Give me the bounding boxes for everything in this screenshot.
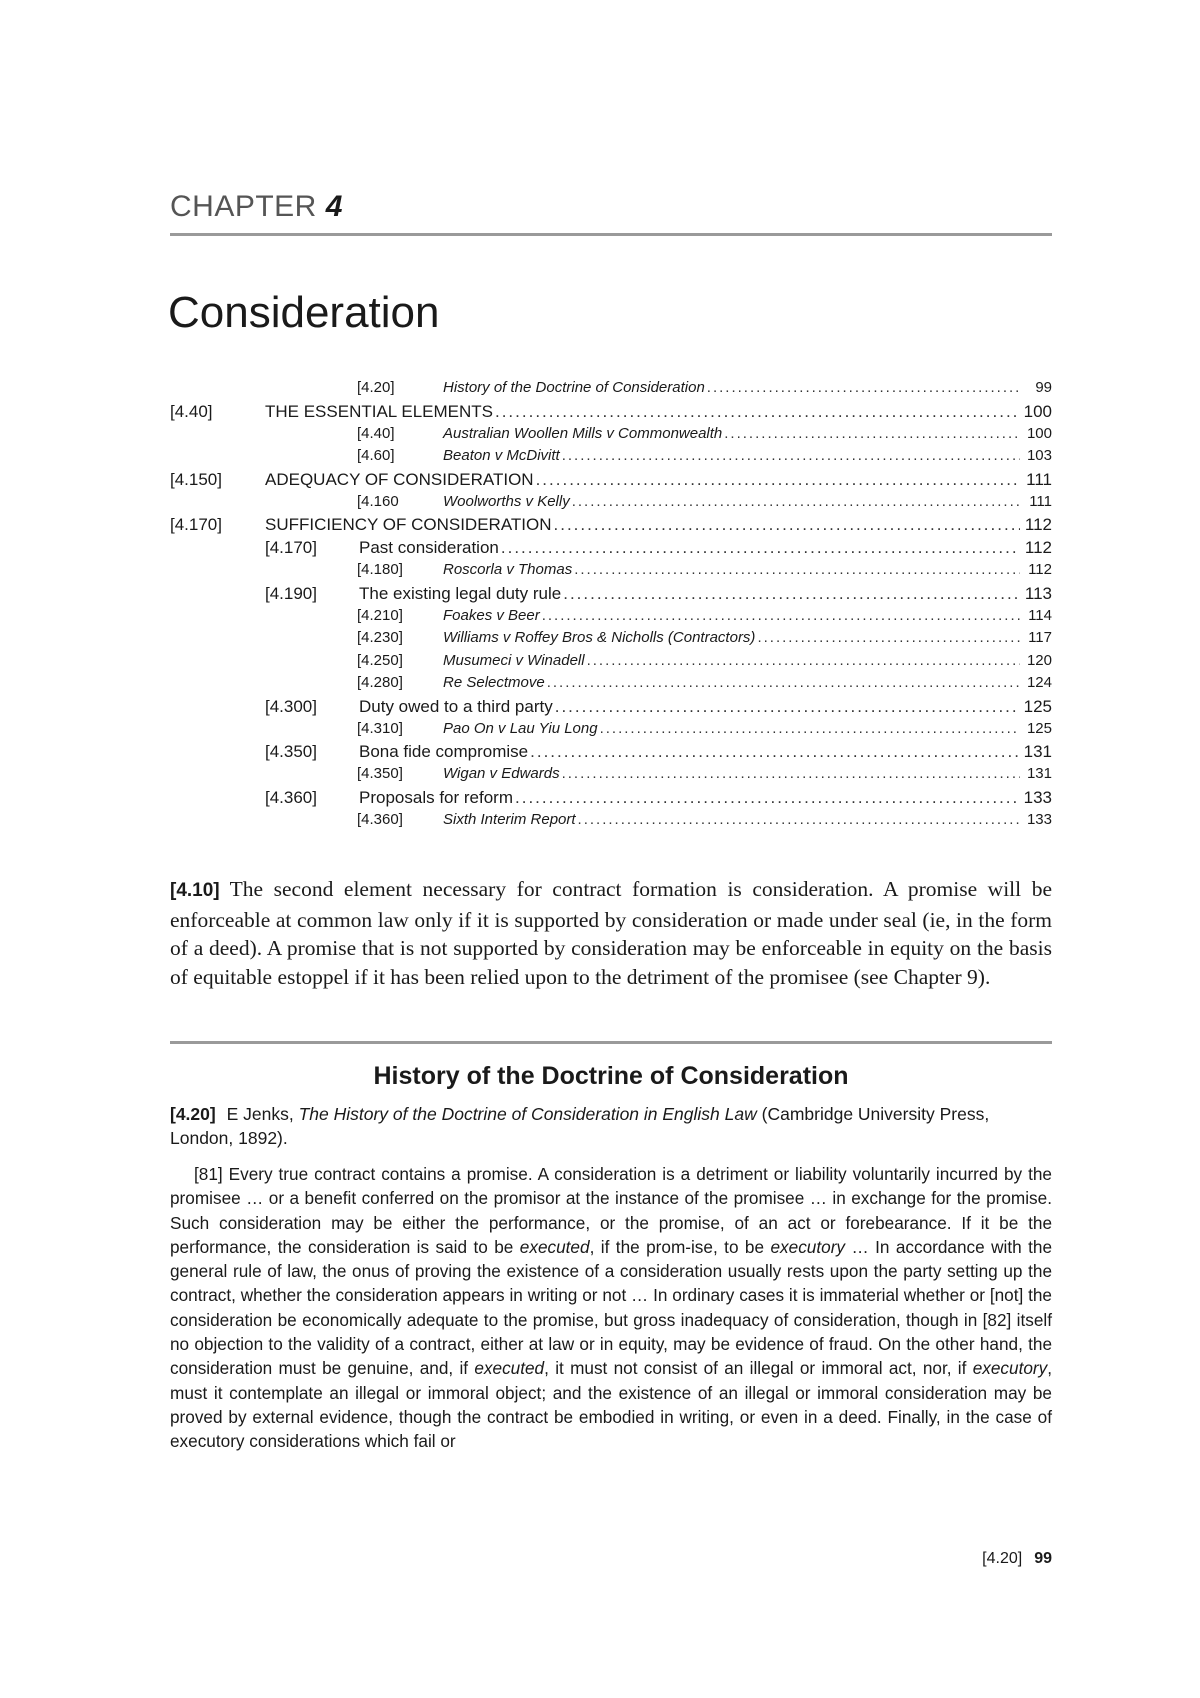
toc-title: Proposals for reform	[359, 787, 513, 807]
toc-page-number: 125	[1023, 696, 1052, 716]
toc-page-number: 131	[1026, 765, 1052, 782]
toc-leader-dots	[495, 400, 1020, 423]
toc-title: Roscorla v Thomas	[443, 559, 574, 582]
toc-title: Australian Woollen Mills v Commonwealth	[443, 423, 724, 446]
citation-book: The History of the Doctrine of Consideration in English Law	[298, 1104, 757, 1124]
toc-case-entry	[170, 377, 1052, 400]
extract-text: … In accordance with the general rule of law, the onus of proving the existence of a consideration usually rests upon the party setting up the contract, whether the consideration appears in writing or not … In ordinary cases it is immaterial whether or [not] the consideration be economically adequate to the promise, but gross inadequacy of consideration, though in [82] itself no objection to the validity of a contract, either at law or in equity, may be evidence of fraud. On the other hand, the consideration must be genuine, and, if	[170, 1236, 1053, 1379]
toc-page-number: 100	[1026, 424, 1052, 442]
toc-title: Past consideration	[359, 538, 499, 557]
citation-author: E Jenks,	[226, 1104, 294, 1124]
toc-case-entry	[170, 650, 1052, 673]
toc-title: Williams v Roffey Bros & Nicholls (Contractors)	[443, 627, 757, 650]
toc-ref: [4.360]	[357, 810, 403, 828]
extract-emphasis: executory	[972, 1358, 1048, 1379]
toc-subsection-entry	[170, 695, 1052, 718]
toc-case-entry	[170, 423, 1052, 446]
toc-ref: [4.170]	[265, 538, 317, 557]
toc-ref: [4.60]	[357, 447, 395, 464]
toc-leader-dots	[578, 809, 1020, 832]
extract-paragraph	[170, 1162, 1052, 1454]
extract-emphasis: executed	[474, 1358, 545, 1379]
toc-title: Woolworths v Kelly	[443, 491, 572, 514]
toc-title: SUFFICIENCY OF CONSIDERATION	[265, 515, 552, 534]
toc-case-entry	[170, 559, 1052, 582]
toc-leader-dots	[542, 605, 1020, 628]
toc-page-number: 112	[1028, 561, 1052, 578]
toc-case-entry	[170, 445, 1052, 468]
toc-section-entry	[170, 400, 1052, 423]
toc-page-number: 117	[1028, 629, 1052, 646]
toc-page-number: 112	[1024, 515, 1052, 534]
toc-page-number: 124	[1026, 674, 1052, 691]
toc-subsection-entry	[170, 582, 1052, 605]
toc-title: ADEQUACY OF CONSIDERATION	[265, 469, 534, 489]
toc-leader-dots	[707, 377, 1020, 400]
paragraph-ref: [4.10]	[170, 880, 220, 901]
toc-ref: [4.180]	[357, 561, 403, 578]
toc-case-entry	[170, 763, 1052, 786]
toc-section-entry	[170, 513, 1052, 536]
toc-ref: [4.280]	[357, 674, 403, 691]
toc-title: History of the Doctrine of Consideration	[443, 377, 707, 400]
toc-page-number: 131	[1023, 742, 1052, 761]
extract-text: , if the prom-ise, to be	[589, 1236, 765, 1257]
toc-ref: [4.210]	[357, 606, 403, 624]
toc-leader-dots	[563, 582, 1020, 605]
toc-ref: [4.250]	[357, 651, 403, 669]
toc-leader-dots	[587, 650, 1020, 673]
footer-ref: [4.20]	[982, 1550, 1023, 1567]
toc-page-number: 133	[1023, 787, 1052, 807]
toc-subsection-entry	[170, 740, 1052, 763]
toc-case-entry	[170, 718, 1052, 741]
toc-section-entry	[170, 468, 1052, 491]
toc-leader-dots	[547, 672, 1020, 695]
toc-subsection-entry	[170, 536, 1052, 559]
toc-case-entry	[170, 809, 1052, 832]
toc-page-number: 113	[1024, 583, 1052, 603]
toc-ref: [4.160	[357, 492, 399, 510]
toc-case-entry	[170, 605, 1052, 628]
toc-title: Foakes v Beer	[443, 605, 542, 628]
toc-ref: [4.170]	[170, 515, 222, 534]
citation-publisher: (Cambridge University Press, London, 1892).	[170, 1104, 990, 1148]
header-rule	[170, 233, 1052, 236]
toc-page-number: 100	[1023, 401, 1052, 421]
paragraph-ref: [4.20]	[170, 1104, 216, 1124]
toc-leader-dots	[574, 559, 1020, 582]
toc-ref: [4.300]	[265, 696, 317, 716]
toc-ref: [4.40]	[357, 424, 395, 442]
toc-leader-dots	[562, 445, 1020, 468]
toc-title: Pao On v Lau Yiu Long	[443, 718, 600, 741]
toc-leader-dots	[515, 786, 1020, 809]
toc-ref: [4.40]	[170, 401, 213, 421]
toc-case-entry	[170, 491, 1052, 514]
toc-leader-dots	[530, 740, 1019, 763]
extract-emphasis: executory	[770, 1236, 846, 1257]
toc-page-number: 103	[1026, 447, 1052, 464]
toc-page-number: 111	[1026, 469, 1052, 489]
toc-title: Duty owed to a third party	[359, 696, 553, 716]
toc-title: THE ESSENTIAL ELEMENTS	[265, 401, 493, 421]
toc-ref: [4.20]	[357, 379, 395, 396]
chapter-label	[170, 190, 343, 224]
table-of-contents	[170, 377, 1052, 831]
toc-title: The existing legal duty rule	[359, 583, 562, 603]
toc-subsection-entry	[170, 786, 1052, 809]
toc-page-number: 120	[1026, 651, 1052, 669]
chapter-title: Consideration	[168, 288, 440, 337]
toc-leader-dots	[724, 423, 1020, 446]
toc-title: Musumeci v Winadell	[443, 650, 587, 673]
toc-title: Bona fide compromise	[359, 742, 529, 761]
toc-title: Re Selectmove	[443, 672, 547, 695]
toc-title: Beaton v McDivitt	[443, 445, 562, 468]
toc-leader-dots	[554, 513, 1020, 536]
extract-emphasis: executed	[519, 1236, 590, 1257]
toc-page-number: 114	[1028, 606, 1052, 624]
toc-page-number: 111	[1029, 492, 1052, 510]
paragraph-4-10	[170, 875, 1052, 991]
toc-ref: [4.350]	[265, 742, 317, 761]
toc-leader-dots	[600, 718, 1020, 741]
paragraph-4-20	[170, 1102, 1052, 1150]
toc-case-entry	[170, 672, 1052, 695]
section-heading: History of the Doctrine of Consideration	[373, 1062, 849, 1090]
toc-ref: [4.350]	[357, 765, 403, 782]
toc-title: Wigan v Edwards	[443, 763, 562, 786]
extract-text: [81] Every true contract contains a promise. A consideration is a detriment or liability voluntarily incurred by the promisee … or a benefit conferred on the promisor at the instance of the promisee … in exchange for the promise. Such consideration may be either the performance, or the promise, of an act or forebearance. If it be the performance, the consideration is said to be	[170, 1164, 1052, 1257]
section-rule	[170, 1041, 1052, 1044]
toc-leader-dots	[757, 627, 1020, 650]
toc-title: Sixth Interim Report	[443, 809, 578, 832]
chapter-word: CHAPTER	[170, 190, 317, 223]
paragraph-text: The second element necessary for contract formation is consideration. A promise will be enforceable at common law only if it is supported by consideration or made under seal (ie, in the form of a deed). A promise that is not supported by consideration may be enforceable in equity on the basis of equitable estoppel if it has been relied upon to the detriment of the promisee (see Chapter 9).	[170, 877, 1052, 989]
toc-leader-dots	[536, 468, 1020, 491]
toc-ref: [4.190]	[265, 583, 317, 603]
toc-case-entry	[170, 627, 1052, 650]
toc-leader-dots	[501, 536, 1020, 559]
toc-leader-dots	[572, 491, 1020, 514]
extract-text: , must it contemplate an illegal or immoral object; and the existence of an illegal or immoral consideration may be proved by external evidence, though the contract be embodied in writing, or even in a deed. Finally, in the case of executory considerations which fail or	[170, 1358, 1052, 1452]
toc-ref: [4.230]	[357, 629, 403, 646]
toc-ref: [4.360]	[265, 787, 317, 807]
toc-ref: [4.310]	[357, 719, 403, 737]
page-number: 99	[1034, 1550, 1052, 1567]
toc-page-number: 99	[1035, 379, 1052, 396]
extract-text: , it must not consist of an illegal or immoral act, nor, if	[544, 1358, 967, 1379]
chapter-number: 4	[325, 190, 343, 223]
toc-page-number: 112	[1024, 538, 1052, 557]
toc-leader-dots	[562, 763, 1020, 786]
page-footer	[982, 1550, 1052, 1568]
toc-leader-dots	[555, 695, 1020, 718]
toc-ref: [4.150]	[170, 469, 222, 489]
toc-page-number: 133	[1026, 810, 1052, 828]
toc-page-number: 125	[1026, 719, 1052, 737]
